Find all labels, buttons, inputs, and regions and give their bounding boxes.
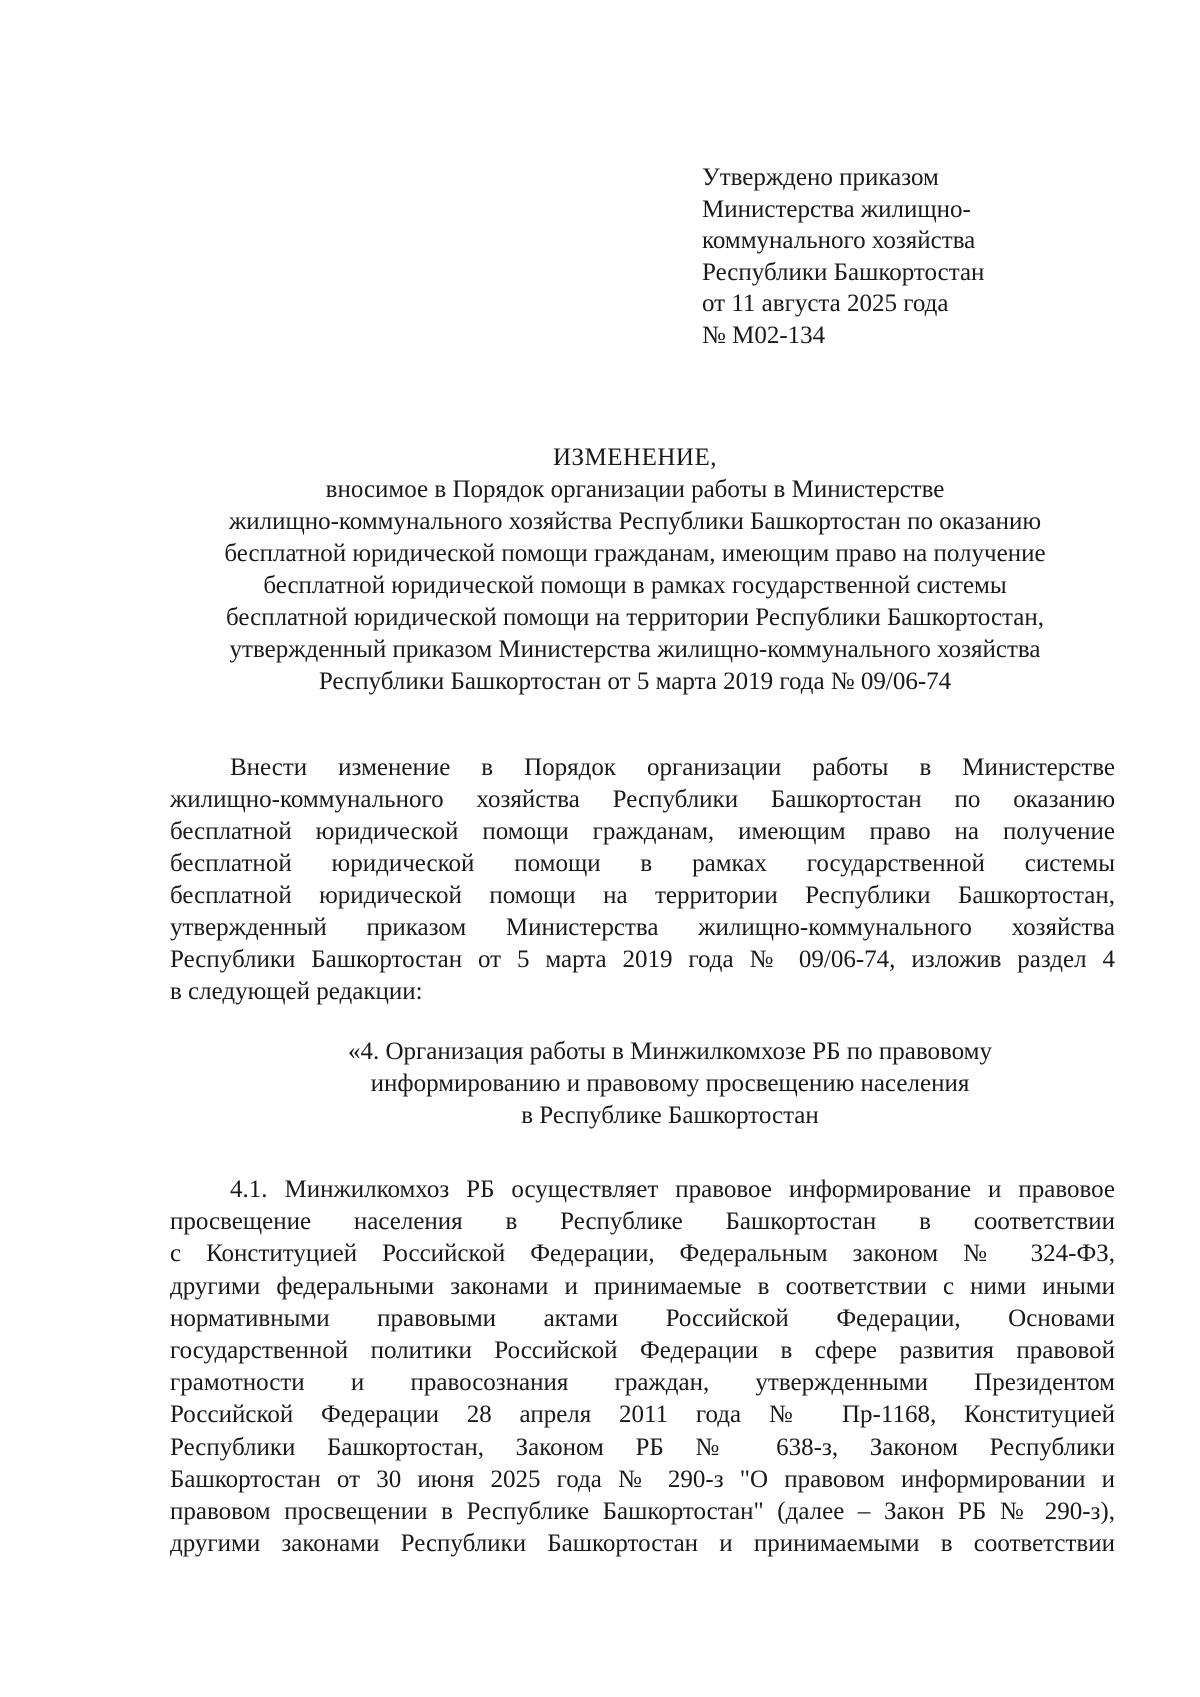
approval-line: № М02-134 bbox=[702, 321, 826, 349]
intro-line: бесплатной юридической помощи на территории Республики Башкортостан, bbox=[170, 882, 1115, 909]
para-line: другими федеральными законами и принимаемые в соответствии с ними иными bbox=[170, 1272, 1115, 1300]
approval-stamp-block bbox=[702, 162, 1122, 351]
title-line: бесплатной юридической помощи в рамках государственной системы bbox=[263, 572, 1007, 599]
title-line: жилищно-коммунального хозяйства Республики Башкортостан по оказанию bbox=[228, 508, 1042, 535]
intro-line: Республики Башкортостан от 5 марта 2019 года № 09/06-74, изложив раздел 4 bbox=[170, 946, 1115, 973]
section-4-title bbox=[230, 1036, 1110, 1132]
title-line: вносимое в Порядок организации работы в Министерстве bbox=[325, 476, 945, 503]
title-line: Республики Башкортостан от 5 марта 2019 года № 09/06-74 bbox=[318, 668, 952, 695]
para-line: Республики Башкортостан, Законом РБ № 638-з, Законом Республики bbox=[170, 1433, 1115, 1461]
para-line: правовом просвещении в Республике Башкортостан" (далее – Закон РБ № 290-з), bbox=[170, 1498, 1115, 1526]
para-line: нормативными правовыми актами Российской Федерации, Основами bbox=[170, 1304, 1115, 1332]
title-heading: ИЗМЕНЕНИЕ, bbox=[552, 444, 718, 471]
para-line: государственной политики Российской Федерации в сфере развития правовой bbox=[170, 1337, 1115, 1365]
approval-line: коммунального хозяйства bbox=[702, 227, 976, 254]
intro-line: утвержденный приказом Министерства жилищно-коммунального хозяйства bbox=[170, 914, 1115, 941]
para-line: просвещение населения в Республике Башкортостан в соответствии bbox=[170, 1208, 1115, 1236]
section-title-line: информированию и правовому просвещению населения bbox=[370, 1070, 970, 1097]
section-title-line: «4. Организация работы в Минжилкомхозе РБ по правовому bbox=[348, 1038, 992, 1065]
intro-line: Внести изменение в Порядок организации работы в Министерстве bbox=[230, 754, 1115, 781]
document-title bbox=[160, 442, 1110, 698]
intro-line: жилищно-коммунального хозяйства Республики Башкортостан по оказанию bbox=[170, 786, 1115, 813]
title-line: бесплатной юридической помощи гражданам, имеющим право на получение bbox=[224, 540, 1046, 567]
approval-line: Утверждено приказом bbox=[702, 164, 939, 191]
approval-line: от 11 августа 2025 года bbox=[702, 290, 949, 317]
para-line: грамотности и правосознания граждан, утвержденными Президентом bbox=[170, 1369, 1115, 1397]
para-line: с Конституцией Российской Федерации, Федеральным законом № 324-ФЗ, bbox=[170, 1240, 1115, 1268]
approval-line: Республики Башкортостан bbox=[702, 258, 985, 286]
intro-line: бесплатной юридической помощи в рамках государственной системы bbox=[170, 850, 1115, 877]
paragraph-4-1 bbox=[170, 1174, 1115, 1560]
para-line: другими законами Республики Башкортостан и принимаемыми в соответствии bbox=[170, 1530, 1115, 1558]
title-line: бесплатной юридической помощи на территории Республики Башкортостан, bbox=[225, 604, 1044, 631]
para-line: 4.1. Минжилкомхоз РБ осуществляет правовое информирование и правовое bbox=[230, 1176, 1115, 1203]
para-line: Башкортостан от 30 июня 2025 года № 290-з "О правовом информировании и bbox=[170, 1465, 1115, 1493]
intro-line: бесплатной юридической помощи гражданам, имеющим право на получение bbox=[170, 818, 1115, 845]
section-title-line: в Республике Башкортостан bbox=[521, 1102, 819, 1129]
title-line: утвержденный приказом Министерства жилищно-коммунального хозяйства bbox=[229, 636, 1041, 663]
para-line: Российской Федерации 28 апреля 2011 года № Пр-1168, Конституцией bbox=[170, 1401, 1115, 1429]
approval-line: Министерства жилищно- bbox=[702, 195, 971, 223]
intro-paragraph bbox=[170, 752, 1115, 1008]
intro-line: в следующей редакции: bbox=[170, 978, 423, 1005]
